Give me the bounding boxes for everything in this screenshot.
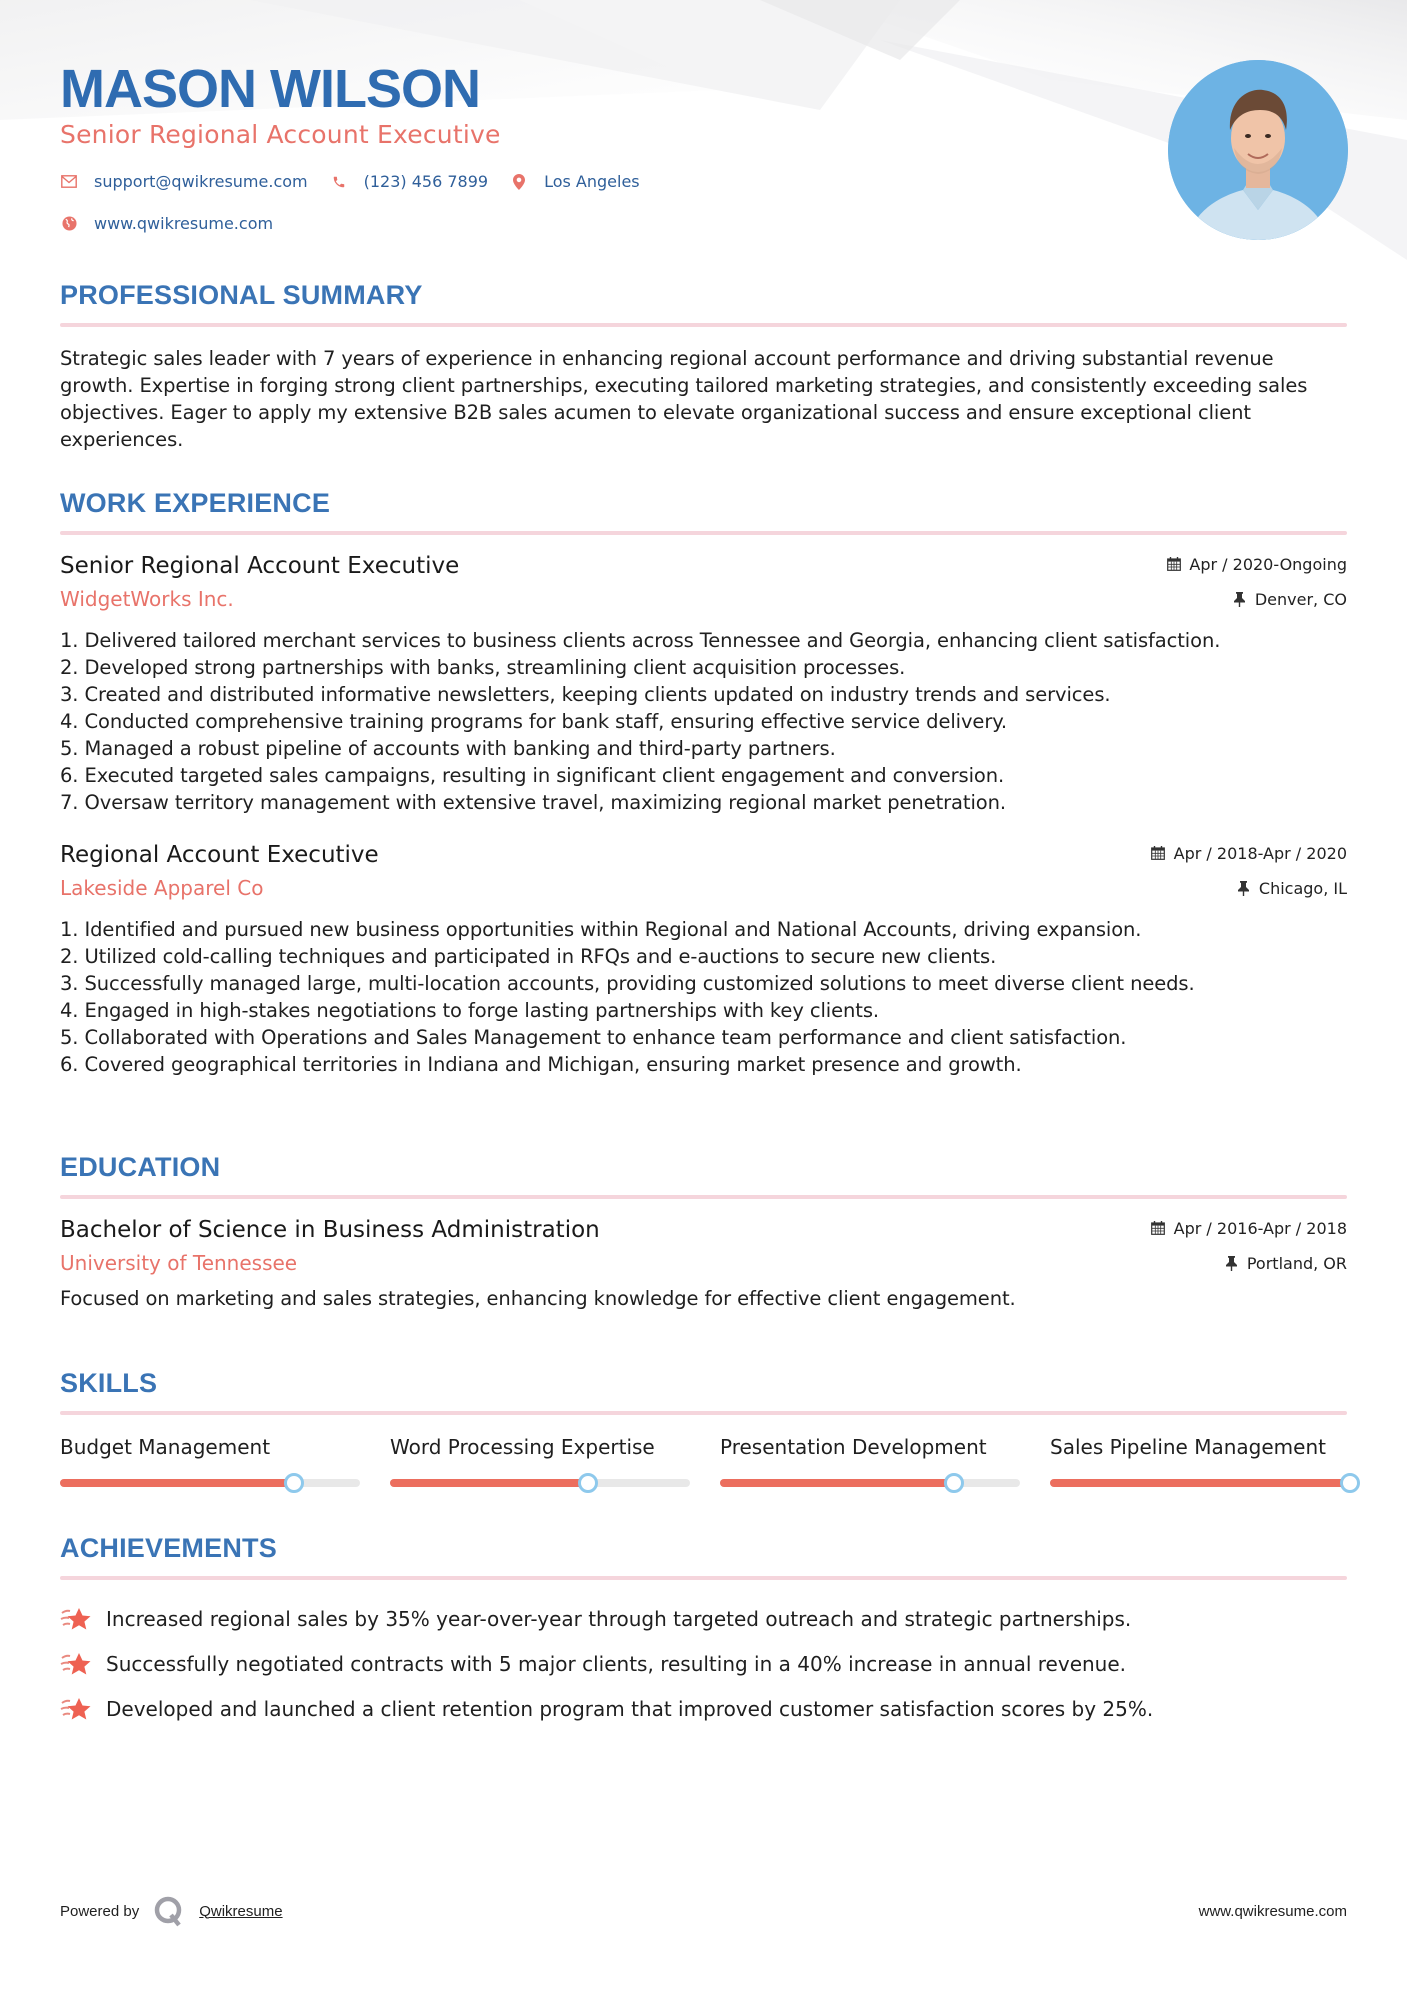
achievements-list	[60, 1596, 1347, 1731]
job-bullets	[60, 916, 1347, 1078]
skill-level-thumb	[284, 1473, 304, 1493]
skill-label: Presentation Development	[720, 1435, 987, 1459]
skill-level-fill	[1050, 1479, 1350, 1487]
candidate-name: MASON WILSON	[60, 59, 480, 119]
bullet-item: 4. Conducted comprehensive training programs for bank staff, ensuring effective service delivery.	[60, 710, 1007, 733]
shooting-star-icon	[60, 1695, 92, 1723]
skill-item	[60, 1435, 390, 1487]
skill-label: Budget Management	[60, 1435, 271, 1459]
job-title: Senior Regional Account Executive	[60, 553, 460, 579]
bullet-item: 3. Created and distributed informative newsletters, keeping clients updated on industry trends and services.	[60, 683, 1111, 706]
contact-website-row	[60, 214, 295, 233]
summary-section	[60, 280, 1347, 453]
bullet-item: 1. Delivered tailored merchant services to business clients across Tennessee and Georgia, enhancing client satisfaction.	[60, 629, 1221, 652]
bullet-item: 5. Managed a robust pipeline of accounts with banking and third-party partners.	[60, 737, 836, 760]
calendar-icon	[1166, 557, 1181, 572]
job-dates: Apr / 2018-Apr / 2020	[1151, 842, 1347, 864]
bullet-item: 4. Engaged in high-stakes negotiations to forge lasting partnerships with key clients.	[60, 999, 879, 1022]
pushpin-icon	[1224, 1256, 1239, 1271]
globe-icon	[60, 215, 78, 233]
education-location: Portland, OR	[1224, 1252, 1347, 1274]
achievements-section	[60, 1533, 1347, 1731]
bullet-item: 6. Covered geographical territories in Indiana and Michigan, ensuring market presence and growth.	[60, 1053, 1022, 1076]
contact-location	[510, 172, 640, 191]
bullet-item: 7. Oversaw territory management with extensive travel, maximizing regional market penetration.	[60, 791, 1006, 814]
education-description: Focused on marketing and sales strategies, enhancing knowledge for effective client engagement.	[60, 1287, 1016, 1310]
job-bullets	[60, 627, 1347, 816]
job-location: Chicago, IL	[1236, 877, 1347, 899]
skill-level-bar	[720, 1479, 1020, 1487]
bullet-item: 6. Executed targeted sales campaigns, resulting in significant client engagement and conversion.	[60, 764, 1005, 787]
skill-item	[1050, 1435, 1347, 1487]
education-section	[60, 1152, 1347, 1310]
section-divider	[60, 1195, 1347, 1199]
section-divider	[60, 1576, 1347, 1580]
section-heading-education: EDUCATION	[60, 1152, 221, 1182]
section-divider	[60, 323, 1347, 327]
education-entry	[60, 1217, 1347, 1310]
phone-number[interactable]: (123) 456 7899	[363, 172, 489, 191]
website-link[interactable]: www.qwikresume.com	[94, 214, 274, 233]
degree-title: Bachelor of Science in Business Administration	[60, 1217, 600, 1243]
location-text: Los Angeles	[544, 172, 640, 191]
contact-info-row	[60, 172, 662, 191]
company-name: Lakeside Apparel Co	[60, 876, 264, 900]
skill-level-thumb	[944, 1473, 964, 1493]
section-heading-experience: WORK EXPERIENCE	[60, 488, 331, 518]
calendar-icon	[1151, 1221, 1166, 1236]
job-title: Regional Account Executive	[60, 842, 379, 868]
map-pin-icon	[510, 173, 528, 191]
job-dates: Apr / 2020-Ongoing	[1166, 553, 1347, 575]
section-heading-summary: PROFESSIONAL SUMMARY	[60, 280, 423, 310]
skill-item	[390, 1435, 720, 1487]
skill-level-thumb	[1340, 1473, 1360, 1493]
contact-phone[interactable]	[330, 172, 488, 191]
email-link[interactable]: support@qwikresume.com	[94, 172, 308, 191]
skill-level-bar	[60, 1479, 360, 1487]
calendar-icon	[1151, 846, 1166, 861]
bullet-item: 2. Utilized cold-calling techniques and participated in RFQs and e-auctions to secure new clients.	[60, 945, 997, 968]
education-dates: Apr / 2016-Apr / 2018	[1151, 1217, 1347, 1239]
section-heading-achievements: ACHIEVEMENTS	[60, 1533, 277, 1563]
profile-photo	[1168, 60, 1348, 240]
pushpin-icon	[1232, 592, 1247, 607]
phone-icon	[330, 173, 348, 191]
section-divider	[60, 1411, 1347, 1415]
section-divider	[60, 531, 1347, 535]
shooting-star-icon	[60, 1650, 92, 1678]
job-entry	[60, 553, 1347, 816]
bullet-item: 3. Successfully managed large, multi-location accounts, providing customized solutions to meet diverse client needs.	[60, 972, 1195, 995]
skill-level-fill	[60, 1479, 294, 1487]
candidate-title: Senior Regional Account Executive	[60, 120, 501, 149]
footer	[60, 1895, 1347, 1927]
bullet-item: 2. Developed strong partnerships with banks, streamlining client acquisition processes.	[60, 656, 906, 679]
contact-email[interactable]	[60, 172, 308, 191]
footer-website[interactable]: www.qwikresume.com	[1198, 1902, 1347, 1920]
skill-level-thumb	[578, 1473, 598, 1493]
achievement-item: Developed and launched a client retention program that improved customer satisfaction scores by 25%.	[60, 1686, 1347, 1731]
powered-by-label: Powered by	[60, 1902, 140, 1920]
shooting-star-icon	[60, 1605, 92, 1633]
section-heading-skills: SKILLS	[60, 1368, 158, 1398]
qwikresume-logo-icon	[153, 1895, 185, 1927]
skills-list	[60, 1435, 1347, 1487]
skill-level-bar	[1050, 1479, 1350, 1487]
envelope-icon	[60, 173, 78, 191]
achievement-item: Successfully negotiated contracts with 5 major clients, resulting in a 40% increase in annual revenue.	[60, 1641, 1347, 1686]
skill-level-bar	[390, 1479, 690, 1487]
summary-text: Strategic sales leader with 7 years of experience in enhancing regional account performance and driving substantial revenue growth. Expertise in forging strong client partnerships, executing tailored marketing strategies, and consistently exceeding sales objectives. Eager to apply my extensive B2B sales acumen to elevate organizational success and ensure exceptional client experiences.	[60, 347, 1308, 451]
school-name: University of Tennessee	[60, 1251, 298, 1275]
skill-label: Sales Pipeline Management	[1050, 1435, 1326, 1459]
skill-level-fill	[390, 1479, 588, 1487]
qwikresume-link[interactable]: Qwikresume	[199, 1902, 283, 1920]
pushpin-icon	[1236, 881, 1251, 896]
skill-label: Word Processing Expertise	[390, 1435, 655, 1459]
skill-level-fill	[720, 1479, 954, 1487]
contact-website[interactable]	[60, 214, 273, 233]
achievement-item: Increased regional sales by 35% year-over-year through targeted outreach and strategic partnerships.	[60, 1596, 1347, 1641]
bullet-item: 5. Collaborated with Operations and Sales Management to enhance team performance and client satisfaction.	[60, 1026, 1127, 1049]
experience-section	[60, 488, 1347, 1078]
job-entry	[60, 842, 1347, 1078]
job-location: Denver, CO	[1232, 588, 1347, 610]
bullet-item: 1. Identified and pursued new business opportunities within Regional and National Accounts, driving expansion.	[60, 918, 1142, 941]
company-name: WidgetWorks Inc.	[60, 587, 234, 611]
skills-section	[60, 1368, 1347, 1487]
skill-item	[720, 1435, 1050, 1487]
